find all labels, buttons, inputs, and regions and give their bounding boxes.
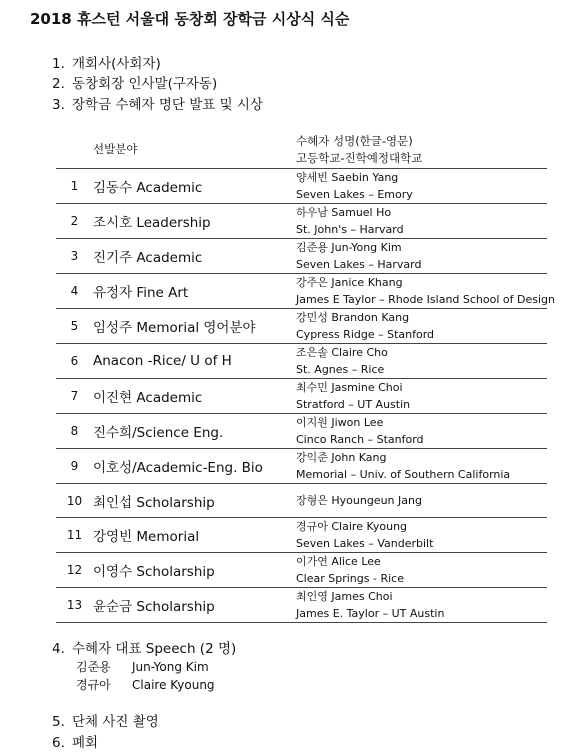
table-row [56, 204, 547, 239]
selection-field: 윤순금 Scholarship [93, 588, 296, 623]
agenda-text: 폐회 [72, 735, 99, 751]
table-row [56, 414, 547, 449]
row-number: 5 [56, 309, 93, 344]
table-row [56, 484, 547, 518]
header-recipient [296, 133, 422, 167]
agenda-item-opening [52, 52, 161, 72]
selection-field: 진수희/Science Eng. [93, 414, 296, 449]
table-row [56, 553, 547, 588]
row-number: 11 [56, 518, 93, 553]
selection-field: 임성주 Memorial 영어분야 [93, 309, 296, 344]
row-number: 7 [56, 379, 93, 414]
recipient-cell [296, 414, 547, 449]
table-row [56, 169, 547, 204]
recipient-schools: St. John's – Harvard [296, 223, 404, 236]
recipient-cell [296, 379, 547, 414]
row-number: 9 [56, 449, 93, 484]
recipient-schools: Memorial – Univ. of Southern California [296, 468, 511, 481]
recipient-cell [296, 309, 547, 344]
selection-field: 이호성/Academic-Eng. Bio [93, 449, 296, 484]
recipient-schools: St. Agnes – Rice [296, 363, 385, 376]
agenda-item-awards [52, 93, 263, 113]
selection-field: 최인섭 Scholarship [93, 484, 296, 518]
recipient-name: 김준용 Jun-Yong Kim [296, 241, 402, 254]
row-number: 13 [56, 588, 93, 623]
row-number: 6 [56, 344, 93, 379]
recipient-schools: Stratford – UT Austin [296, 398, 411, 411]
recipient-cell [296, 484, 547, 518]
recipient-name: 이지원 Jiwon Lee [296, 416, 384, 429]
recipient-name: 조은솔 Claire Cho [296, 346, 388, 359]
row-number: 3 [56, 239, 93, 274]
agenda-item-closing [52, 731, 98, 751]
agenda-text: 개회사(사회자) [72, 56, 161, 72]
agenda-text: 동창회장 인사말(구자동) [72, 76, 218, 92]
speech-person-english-name: Claire Kyoung [132, 678, 215, 692]
recipient-cell [296, 169, 547, 204]
speech-person-english-name: Jun-Yong Kim [132, 660, 209, 674]
row-number: 1 [56, 169, 93, 204]
table-row [56, 274, 547, 309]
recipient-schools: Seven Lakes – Harvard [296, 258, 422, 271]
recipient-cell [296, 204, 547, 239]
agenda-text: 장학금 수혜자 명단 발표 및 시상 [72, 97, 263, 113]
recipient-name: 강민성 Brandon Kang [296, 311, 410, 324]
agenda-number: 4. [52, 641, 65, 657]
selection-field: 이영수 Scholarship [93, 553, 296, 588]
recipient-name: 최인영 James Choi [296, 590, 393, 603]
agenda-number: 3. [52, 97, 65, 113]
recipient-name: 경규아 Claire Kyoung [296, 520, 408, 533]
agenda-item-group-photo [52, 710, 159, 730]
page-title: 2018 휴스턴 서울대 동창회 장학금 시상식 식순 [30, 10, 350, 28]
table-row [56, 588, 547, 623]
recipient-cell [296, 588, 547, 623]
selection-field: 김동수 Academic [93, 169, 296, 204]
recipient-name: 강주은 Janice Khang [296, 276, 403, 289]
selection-field: 강영빈 Memorial [93, 518, 296, 553]
recipient-cell [296, 553, 547, 588]
recipient-cell [296, 344, 547, 379]
agenda-number: 5. [52, 714, 65, 730]
recipient-schools: Seven Lakes – Vanderbilt [296, 537, 434, 550]
selection-field: Anacon -Rice/ U of H [93, 344, 296, 379]
row-number: 4 [56, 274, 93, 309]
table-row [56, 449, 547, 484]
row-number: 10 [56, 484, 93, 518]
selection-field: 유정자 Fine Art [93, 274, 296, 309]
recipient-schools: Cinco Ranch – Stanford [296, 433, 424, 446]
speech-person-korean-name: 경규아 [76, 678, 111, 692]
header-selection-field: 선발분야 [93, 142, 138, 156]
recipient-cell [296, 449, 547, 484]
selection-field: 진기주 Academic [93, 239, 296, 274]
recipient-name: 최수민 Jasmine Choi [296, 381, 403, 394]
recipient-name: 양세빈 Saebin Yang [296, 171, 399, 184]
row-number: 2 [56, 204, 93, 239]
recipient-name: 하우남 Samuel Ho [296, 206, 392, 219]
row-number: 8 [56, 414, 93, 449]
scholarship-table [56, 168, 555, 623]
recipient-schools: Clear Springs - Rice [296, 572, 404, 585]
table-row [56, 518, 547, 553]
table-row [56, 239, 547, 274]
recipient-cell [296, 518, 547, 553]
recipient-schools: Seven Lakes – Emory [296, 188, 413, 201]
agenda-number: 2. [52, 76, 65, 92]
agenda-number: 1. [52, 56, 65, 72]
agenda-item-greeting [52, 72, 217, 92]
recipient-cell [296, 274, 555, 309]
header-recipient-name: 수혜자 성명(한글-영문) [296, 134, 413, 148]
recipient-cell [296, 239, 547, 274]
recipient-name: 이가연 Alice Lee [296, 555, 381, 568]
selection-field: 이진현 Academic [93, 379, 296, 414]
table-row [56, 309, 547, 344]
speech-person [76, 658, 209, 675]
recipient-schools: Cypress Ridge – Stanford [296, 328, 435, 341]
agenda-item-speech [52, 637, 236, 657]
speech-person [76, 676, 215, 693]
recipient-schools: James E Taylor – Rhode Island School of Design [296, 293, 555, 306]
row-number: 12 [56, 553, 93, 588]
table-row [56, 379, 547, 414]
table-row [56, 344, 547, 379]
speech-title: 수혜자 대표 Speech (2 명) [72, 641, 237, 657]
recipient-schools: James E. Taylor – UT Austin [296, 607, 445, 620]
recipient-name: 강익준 John Kang [296, 451, 387, 464]
agenda-number: 6. [52, 735, 65, 751]
agenda-text: 단체 사진 촬영 [72, 714, 159, 730]
recipient-name: 장형은 Hyoungeun Jang [296, 494, 422, 507]
header-recipient-schools: 고등학교-진학예정대학교 [296, 151, 423, 165]
speech-person-korean-name: 김준용 [76, 660, 111, 674]
selection-field: 조시호 Leadership [93, 204, 296, 239]
